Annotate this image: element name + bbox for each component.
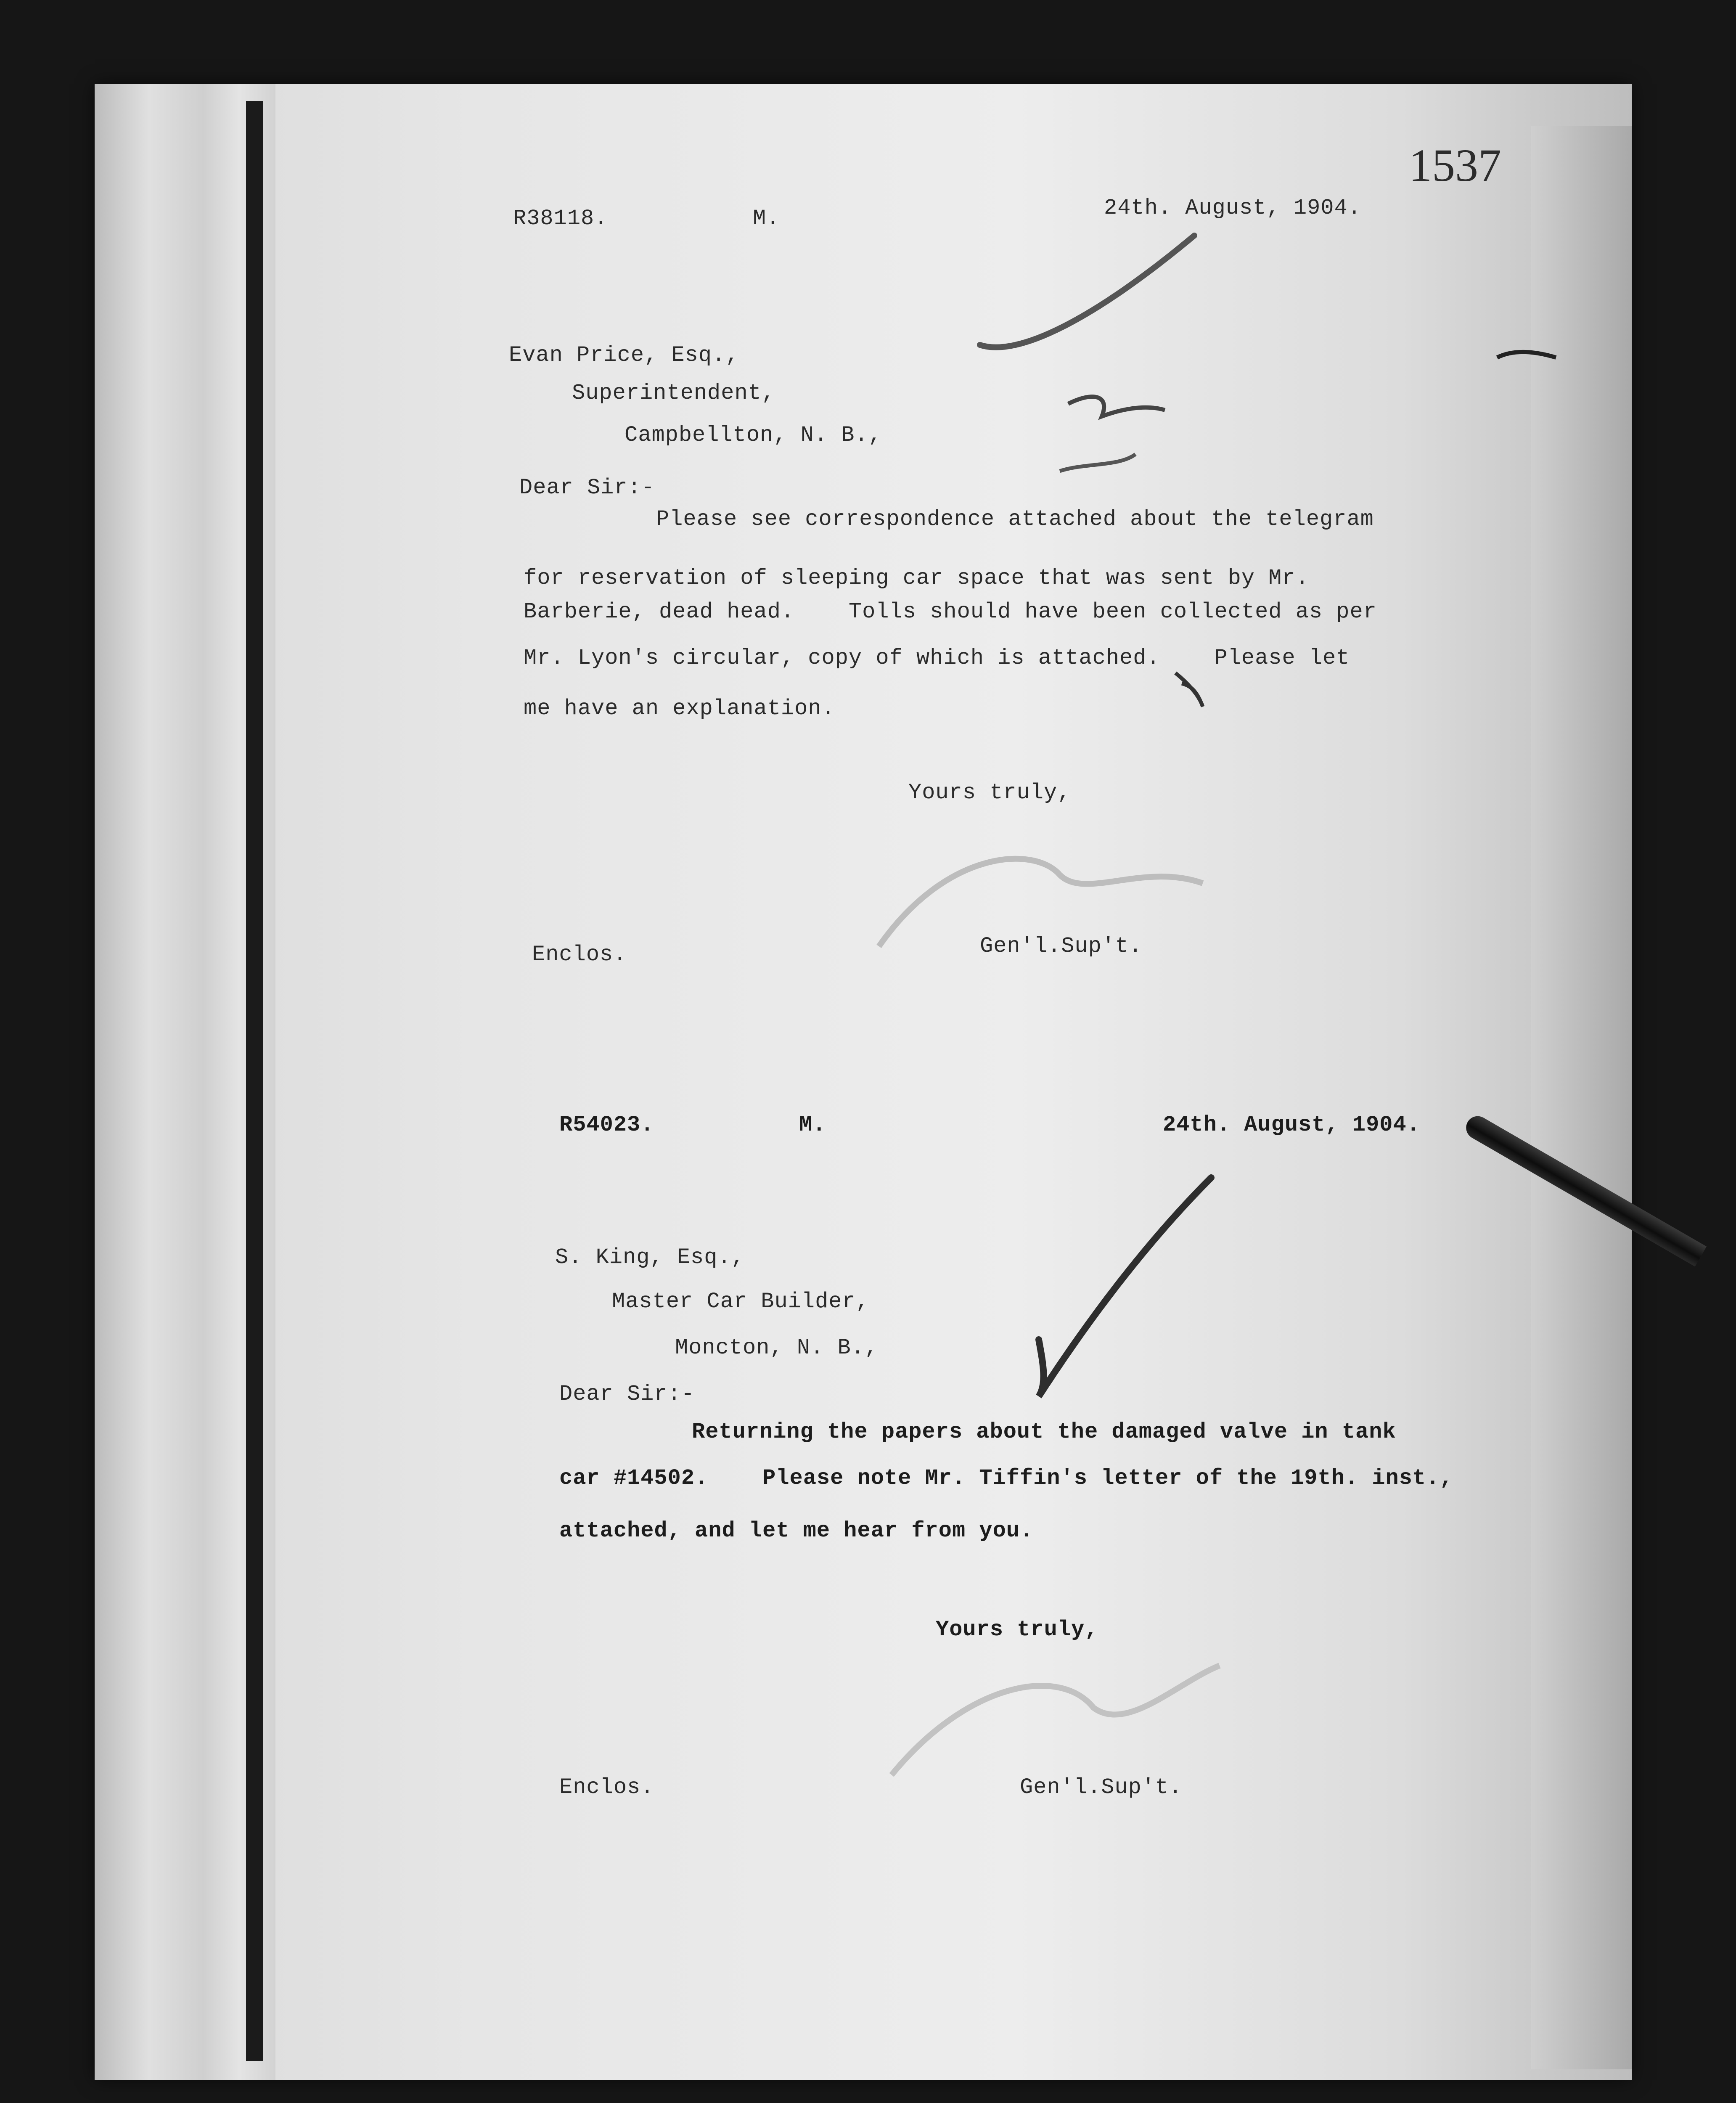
letter1-addressee-title: Superintendent, — [572, 381, 775, 405]
letter1-body-line: Barberie, dead head. Tolls should have been collected as per — [524, 599, 1377, 624]
letter2-body-line: car #14502. Please note Mr. Tiffin's letter of the 19th. inst., — [559, 1466, 1453, 1491]
letter1-ref: R38118. — [513, 206, 608, 231]
letter2-initial: M. — [799, 1112, 826, 1137]
check-mark-small — [1175, 673, 1203, 707]
pencil-figure — [1068, 397, 1165, 416]
letter1-body-line: me have an explanation. — [524, 696, 835, 721]
letter2-ref: R54023. — [559, 1112, 654, 1137]
letter2-signatory: Gen'l.Sup't. — [1020, 1775, 1183, 1800]
letter1-enclosure: Enclos. — [532, 942, 627, 967]
letter1-closing: Yours truly, — [908, 780, 1071, 805]
letter1-addressee-name: Evan Price, Esq., — [509, 343, 739, 368]
letter2-body-line: Returning the papers about the damaged valve in tank — [692, 1420, 1396, 1444]
letter2-addressee-title: Master Car Builder, — [612, 1289, 869, 1314]
pencil-stroke — [980, 236, 1194, 347]
faint-signature — [879, 859, 1203, 946]
letter1-salutation: Dear Sir:- — [519, 475, 655, 500]
pencil-dash — [1060, 454, 1135, 471]
faint-signature — [892, 1666, 1220, 1775]
hand-mark — [1497, 352, 1556, 358]
letter2-body-line: attached, and let me hear from you. — [559, 1518, 1034, 1543]
check-mark-large — [1039, 1178, 1211, 1396]
letter1-date: 24th. August, 1904. — [1104, 196, 1361, 220]
letter1-body-line: Mr. Lyon's circular, copy of which is attached. Please let — [524, 646, 1350, 670]
letter2-addressee-place: Moncton, N. B., — [675, 1335, 879, 1360]
page-number: 1537 — [1409, 140, 1501, 191]
letter2-addressee-name: S. King, Esq., — [555, 1245, 745, 1270]
letter1-initial: M. — [753, 206, 780, 231]
letter2-closing: Yours truly, — [936, 1617, 1098, 1642]
letter1-body-line: for reservation of sleeping car space that was sent by Mr. — [524, 566, 1309, 591]
letter1-body-line: Please see correspondence attached about the telegram — [656, 507, 1374, 532]
letter2-date: 24th. August, 1904. — [1163, 1112, 1420, 1137]
letter2-enclosure: Enclos. — [559, 1775, 654, 1800]
letter2-salutation: Dear Sir:- — [559, 1382, 695, 1406]
letter1-signatory: Gen'l.Sup't. — [980, 934, 1143, 959]
letter1-addressee-place: Campbellton, N. B., — [625, 423, 882, 448]
